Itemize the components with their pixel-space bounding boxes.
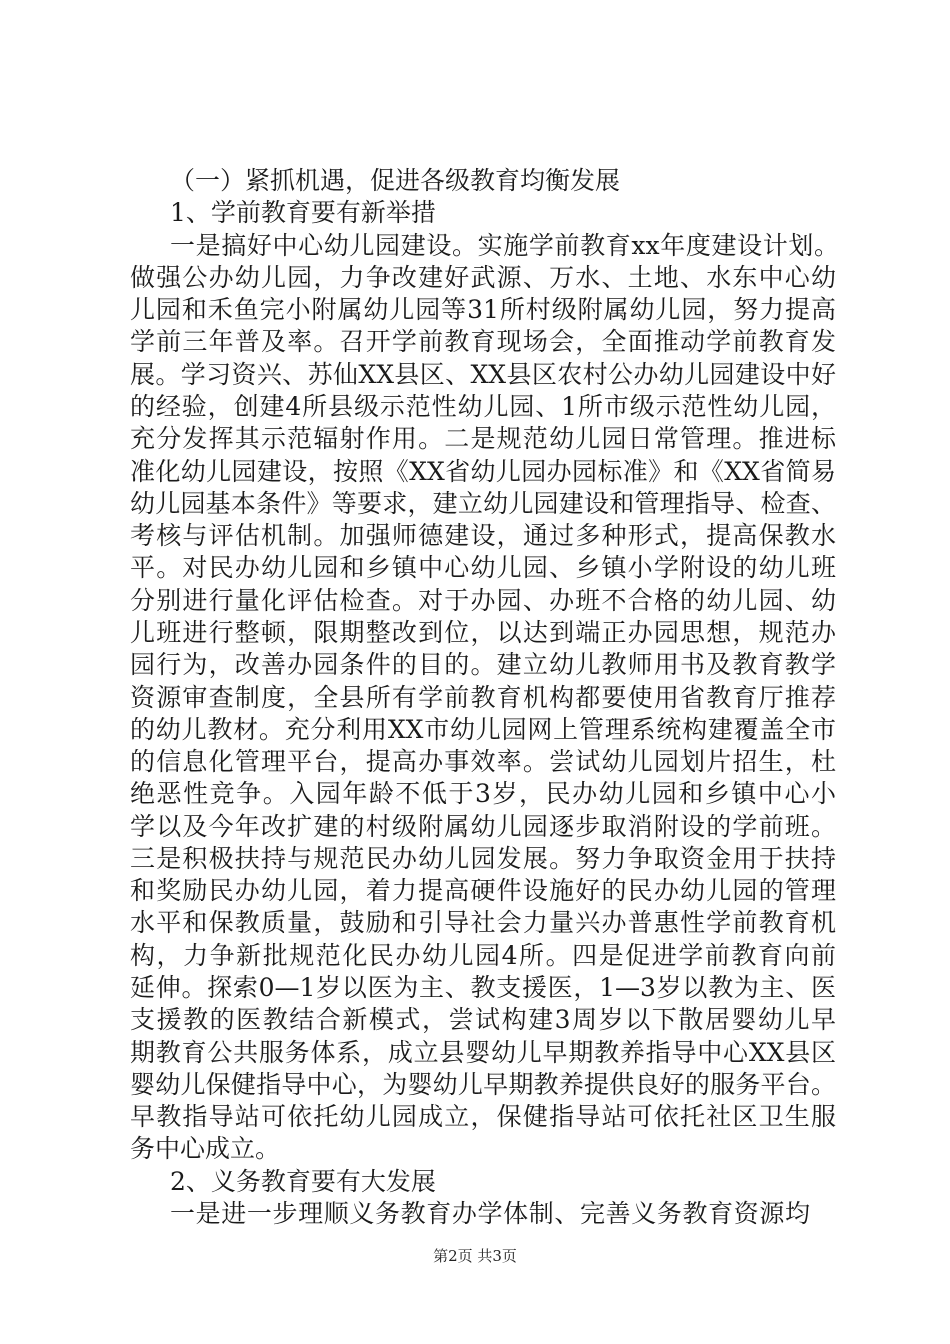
paragraph-line: 资源审查制度，全县所有学前教育机构都要使用省教育厅推荐 — [130, 682, 836, 712]
paragraph-line: 学以及今年改扩建的村级附属幼儿园逐步取消附设的学前班。 — [130, 811, 836, 841]
paragraph-line: 构，力争新批规范化民办幼儿园4所。四是促进学前教育向前 — [130, 940, 836, 970]
paragraph-line: 分别进行量化评估检查。对于办园、办班不合格的幼儿园、幼 — [130, 585, 836, 615]
paragraph-line: 的幼儿教材。充分利用XX市幼儿园网上管理系统构建覆盖全市 — [130, 714, 836, 744]
paragraph-line: 儿园和禾鱼完小附属幼儿园等31所村级附属幼儿园，努力提高 — [130, 295, 836, 325]
subsection-heading: 1、学前教育要有新举措 — [170, 198, 436, 228]
paragraph-line: 展。学习资兴、苏仙XX县区、XX县区农村公办幼儿园建设中好 — [130, 359, 836, 389]
paragraph-line: 儿班进行整顿，限期整改到位，以达到端正办园思想，规范办 — [130, 617, 836, 647]
paragraph-line: 平。对民办幼儿园和乡镇中心幼儿园、乡镇小学附设的幼儿班 — [130, 553, 836, 583]
paragraph-line: 婴幼儿保健指导中心，为婴幼儿早期教养提供良好的服务平台。 — [130, 1069, 836, 1099]
paragraph-line: 的信息化管理平台，提高办事效率。尝试幼儿园划片招生，杜 — [130, 747, 836, 777]
paragraph-line: 水平和保教质量，鼓励和引导社会力量兴办普惠性学前教育机 — [130, 908, 836, 938]
paragraph-line: 务中心成立。 — [130, 1134, 281, 1164]
paragraph-line: 支援教的医教结合新模式，尝试构建3周岁以下散居婴幼儿早 — [130, 1005, 836, 1035]
paragraph-line: 延伸。探索0—1岁以医为主、教支援医，1—3岁以教为主、医 — [130, 973, 836, 1003]
paragraph-line: 考核与评估机制。加强师德建设，通过多种形式，提高保教水 — [130, 521, 836, 551]
page-footer: 第2页 共3页 — [433, 1247, 517, 1265]
paragraph-line: 园行为，改善办园条件的目的。建立幼儿教师用书及教育教学 — [130, 650, 836, 680]
paragraph-line: 做强公办幼儿园，力争改建好武源、万水、土地、水东中心幼 — [130, 262, 836, 292]
paragraph-line: 早教指导站可依托幼儿园成立，保健指导站可依托社区卫生服 — [130, 1102, 836, 1132]
paragraph-line: 和奖励民办幼儿园，着力提高硬件设施好的民办幼儿园的管理 — [130, 876, 836, 906]
paragraph-line: 三是积极扶持与规范民办幼儿园发展。努力争取资金用于扶持 — [130, 843, 836, 873]
paragraph-line: 准化幼儿园建设，按照《XX省幼儿园办园标准》和《XX省简易 — [130, 456, 836, 486]
paragraph-line: 的经验，创建4所县级示范性幼儿园、1所市级示范性幼儿园， — [130, 391, 836, 421]
paragraph-line: 一是进一步理顺义务教育办学体制、完善义务教育资源均 — [170, 1199, 810, 1228]
paragraph-line: 学前三年普及率。召开学前教育现场会，全面推动学前教育发 — [130, 327, 836, 357]
paragraph-line: 期教育公共服务体系，成立县婴幼儿早期教养指导中心XX县区 — [130, 1037, 836, 1067]
section-heading: （一）紧抓机遇，促进各级教育均衡发展 — [170, 166, 621, 195]
paragraph-line: 充分发挥其示范辐射作用。二是规范幼儿园日常管理。推进标 — [130, 424, 836, 454]
subsection-heading: 2、义务教育要有大发展 — [170, 1166, 436, 1196]
paragraph-line: 一是搞好中心幼儿园建设。实施学前教育xx年度建设计划。 — [170, 230, 839, 260]
paragraph-line: 绝恶性竞争。入园年龄不低于3岁，民办幼儿园和乡镇中心小 — [130, 779, 836, 809]
paragraph-line: 幼儿园基本条件》等要求，建立幼儿园建设和管理指导、检查、 — [130, 488, 836, 518]
